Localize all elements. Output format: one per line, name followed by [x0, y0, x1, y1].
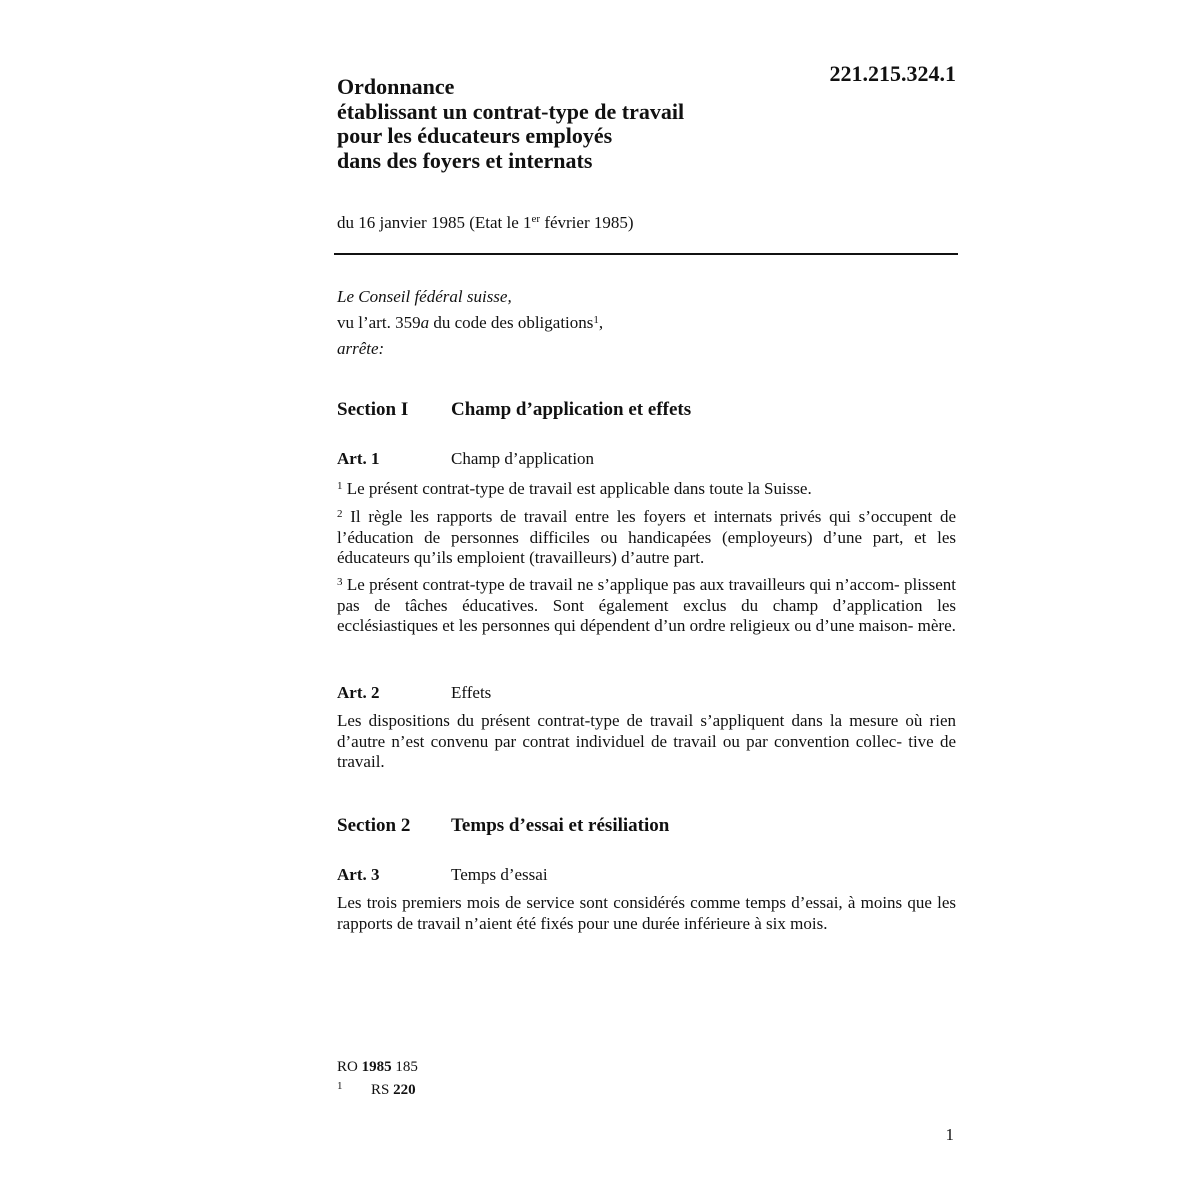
ro-year: 1985: [361, 1059, 392, 1075]
footnote-prefix: RS: [371, 1082, 394, 1098]
official-compilation-ref: [337, 1059, 418, 1076]
document-title: [337, 75, 684, 173]
header-divider: [334, 253, 958, 255]
article-heading: [337, 449, 594, 469]
title-line: pour les éducateurs employés: [337, 123, 613, 148]
paragraph-number: 3: [337, 576, 343, 588]
preamble-authority: Le Conseil fédéral suisse,: [337, 287, 512, 306]
section-number: Section I: [337, 399, 409, 420]
footnote: [337, 1080, 416, 1099]
section-title: Champ d’application et effets: [451, 399, 692, 420]
paragraph-number: 1: [337, 480, 343, 492]
section-title: Temps d’essai et résiliation: [451, 815, 670, 836]
section-heading: [337, 815, 669, 837]
paragraph-text: Il règle les rapports de travail entre les foyers et internats privés qui s’occupent de l’éducation de personnes difficiles ou handicapées (employeurs) d’une part, et les éducateurs qu’ils emploient (travailleurs) d’autre part.: [337, 507, 956, 567]
date-line: [337, 213, 634, 233]
paragraph: [337, 479, 956, 500]
page-number: 1: [945, 1125, 954, 1144]
article-title: Effets: [451, 683, 492, 702]
basis-suffix: ,: [598, 313, 604, 332]
paragraph: [337, 507, 956, 569]
date-suffix: février 1985): [540, 213, 634, 232]
article-number: Art. 3: [337, 865, 380, 884]
date-superscript: er: [531, 213, 541, 225]
sr-number: 221.215.324.1: [829, 61, 956, 86]
paragraph: [337, 893, 956, 934]
footnote-number: 1: [337, 1080, 343, 1092]
basis-prefix: vu l’art. 359: [337, 313, 421, 332]
paragraph-number: 2: [337, 508, 343, 520]
title-line: Ordonnance: [337, 74, 455, 99]
section-heading: [337, 399, 691, 421]
basis-middle: du code des obligations: [429, 313, 594, 332]
title-line: dans des foyers et internats: [337, 147, 593, 173]
paragraph-text: Le présent contrat-type de travail ne s’applique pas aux travailleurs qui n’accom- plissent pas de tâches éducatives. Sont également exclus du champ d’application les ecclésiastiques et les personnes qui dépendent d’un ordre religieux ou d’une maison- mère.: [337, 575, 956, 635]
paragraph: [337, 575, 956, 637]
article-heading: [337, 683, 491, 703]
article-number: Art. 1: [337, 449, 380, 468]
paragraph: [337, 711, 956, 773]
paragraph-text: Les trois premiers mois de service sont considérés comme temps d’essai, à moins que les rapports de travail n’aient été fixés pour une durée inférieure à six mois.: [337, 893, 956, 933]
paragraph-text: Le présent contrat-type de travail est applicable dans toute la Suisse.: [342, 479, 812, 498]
preamble: [337, 284, 603, 362]
article-heading: [337, 865, 548, 885]
article-title: Temps d’essai: [451, 865, 548, 884]
preamble-legal-basis: [337, 310, 603, 336]
ro-page: 185: [391, 1059, 418, 1075]
preamble-decree: arrête:: [337, 339, 385, 358]
section-number: Section 2: [337, 815, 411, 836]
ro-prefix: RO: [337, 1059, 362, 1075]
article-number: Art. 2: [337, 683, 380, 702]
basis-italic: a: [420, 313, 430, 332]
date-prefix: du 16 janvier 1985 (Etat le 1: [337, 213, 532, 232]
footnote-ref-link[interactable]: 1: [593, 314, 599, 326]
footnote-ref: 220: [393, 1082, 416, 1098]
title-line: établissant un contrat-type de travail: [337, 98, 685, 124]
article-title: Champ d’application: [451, 449, 595, 468]
paragraph-text: Les dispositions du présent contrat-type de travail s’appliquent dans la mesure où rien d’autre n’est convenu par contrat individuel de travail ou par convention collec- tive de travail.: [337, 711, 956, 771]
